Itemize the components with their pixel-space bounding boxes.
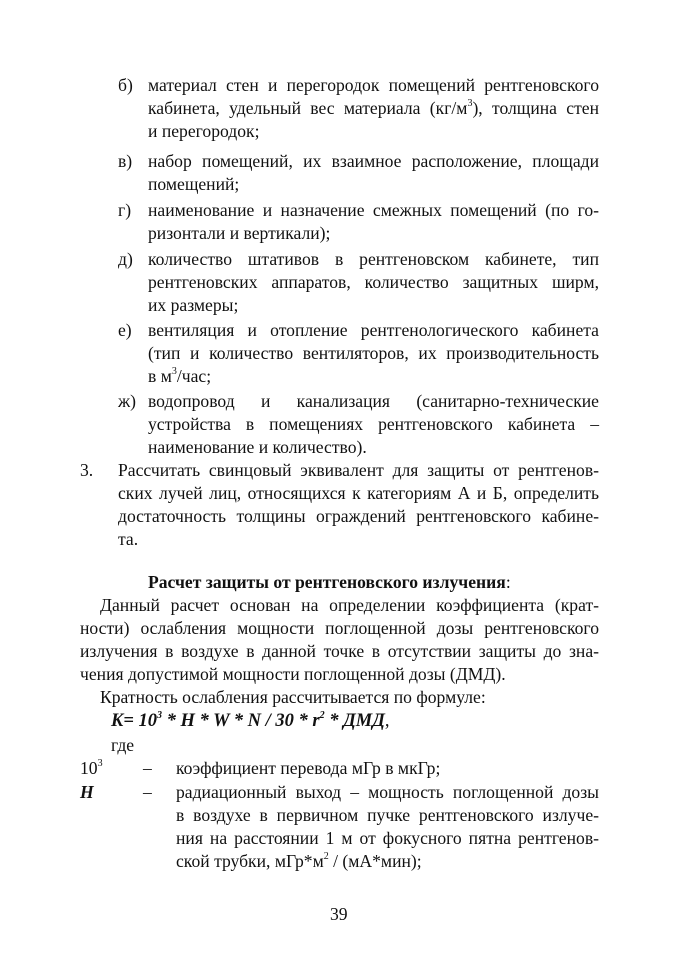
def-dash-2: – <box>143 782 152 802</box>
list-letter-zh: ж) <box>118 391 137 411</box>
def-symbol-h: H <box>80 782 94 802</box>
def-2-line-2: в воздухе в первичном пучке рентгеновского излуче- <box>176 805 599 825</box>
item-3-line-4: та. <box>118 529 139 549</box>
formula-intro: Кратность ослабления рассчитывается по формуле: <box>100 687 486 707</box>
list-item-d-line-2: рентгеновских аппаратов, количество защитных ширм, <box>148 272 599 292</box>
item-3-line-2: ских лучей лиц, относящихся к категориям А и Б, определить <box>118 483 599 503</box>
list-letter-e: е) <box>118 320 132 340</box>
list-item-e-line-3: в $м^3$/час; <box>148 366 212 386</box>
item-3-line-1: Рассчитать свинцовый эквивалент для защиты от рентгенов- <box>118 460 599 480</box>
list-item-zh-line-2: устройства в помещениях рентгеновского кабинета – <box>148 414 599 434</box>
list-item-e-line-2: (тип и количество вентиляторов, их производительность <box>148 343 599 363</box>
list-item-b-line-1: материал стен и перегородок помещений рентгеновского <box>148 75 599 95</box>
def-1-line-1: коэффициент перевода мГр в мкГр; <box>176 758 441 778</box>
list-item-g-line-2: ризонтали и вертикали); <box>148 223 331 243</box>
list-item-v-line-2: помещений; <box>148 174 240 194</box>
paragraph-line-2: ности) ослабления мощности поглощенной дозы рентгеновского <box>80 618 599 638</box>
list-letter-v: в) <box>118 151 133 171</box>
list-item-zh-line-1: водопровод и канализация (санитарно-технические <box>148 391 599 411</box>
def-dash-1: – <box>143 758 152 778</box>
def-2-line-3: ния на расстоянии 1 м от фокусного пятна рентгенов- <box>176 828 599 848</box>
list-letter-g: г) <box>118 200 132 220</box>
paragraph-line-3: излучения в воздухе в данной точке в отсутствии защиты до зна- <box>80 641 599 661</box>
list-item-d-line-1: количество штативов в рентгеновском кабинете, тип <box>148 249 599 269</box>
list-item-v-line-1: набор помещений, их взаимное расположение, площади <box>148 151 599 171</box>
list-item-b-line-2: кабинета, удельный вес материала $(кг/м^3)$, толщина стен <box>148 98 600 118</box>
list-letter-d: д) <box>118 249 133 269</box>
list-number-3: 3. <box>80 460 94 480</box>
section-heading: Расчет защиты от рентгеновского излучения: <box>148 572 511 592</box>
def-2-line-4: ской трубки, $мГр*м^2 / (мА*мин)$; <box>176 851 422 871</box>
list-item-g-line-1: наименование и назначение смежных помещений (по го- <box>148 200 599 220</box>
def-symbol-10-3: $10^3$ <box>80 758 103 778</box>
item-3-line-3: достаточность толщины ограждений рентгеновского кабине- <box>118 506 599 526</box>
list-item-b-line-3: и перегородок; <box>148 121 260 141</box>
def-2-line-1: радиационный выход – мощность поглощенной дозы <box>176 782 599 802</box>
where-label: где <box>111 735 135 755</box>
paragraph-line-1: Данный расчет основан на определении коэффициента (крат- <box>100 595 599 615</box>
paragraph-line-4: чения допустимой мощности поглощенной дозы (ДМД). <box>80 664 506 684</box>
list-item-e-line-1: вентиляция и отопление рентгенологического кабинета <box>148 320 599 340</box>
list-item-zh-line-3: наименование и количество). <box>148 437 367 457</box>
formula: $K= 10^3 * H * W * N / 30 * r^2$ * ДМД, <box>111 709 390 731</box>
list-item-d-line-3: их размеры; <box>148 295 239 315</box>
list-letter-b: б) <box>118 75 133 95</box>
page-number: 39 <box>330 904 348 924</box>
